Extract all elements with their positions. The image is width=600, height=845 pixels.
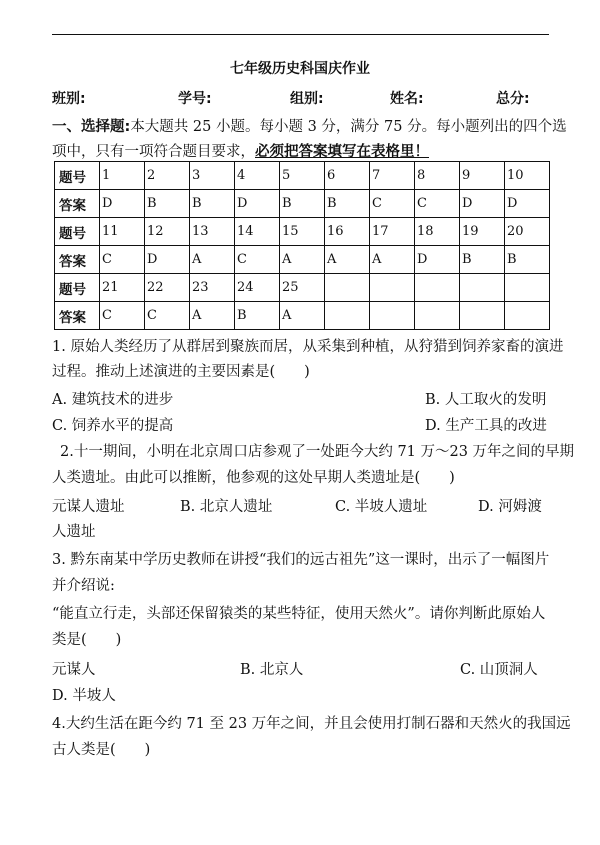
answer-cell	[325, 302, 370, 330]
total-score-label: 总分:	[496, 91, 530, 107]
table-row-number	[55, 218, 550, 246]
q2-option-c: C. 半坡人遗址	[335, 499, 428, 515]
q3-option-d: D. 半坡人	[52, 688, 116, 704]
answer-cell: A	[325, 246, 370, 274]
name-label: 姓名:	[390, 91, 424, 107]
answer-cell: B	[145, 190, 190, 218]
answer-cell: A	[280, 302, 325, 330]
answer-cell: B	[190, 190, 235, 218]
class-label: 班别:	[52, 91, 86, 107]
number-cell: 2	[145, 162, 190, 190]
answer-row-label: 答案	[55, 302, 100, 330]
q3-line-4: 类是( )	[52, 632, 122, 648]
table-row-number	[55, 274, 550, 302]
q1-option-b: B. 人工取火的发明	[425, 392, 547, 408]
number-cell: 22	[145, 274, 190, 302]
number-cell: 9	[460, 162, 505, 190]
number-cell: 16	[325, 218, 370, 246]
q2-line-2: 人类遗址。由此可以推断，他参观的这处早期人类遗址是( )	[52, 470, 455, 486]
q2-option-a: 元谋人遗址	[52, 499, 125, 515]
q1-option-a: A. 建筑技术的进步	[52, 392, 174, 408]
answer-cell: A	[190, 302, 235, 330]
number-cell: 18	[415, 218, 460, 246]
answer-cell	[370, 302, 415, 330]
q1-line-2: 过程。推动上述演进的主要因素是( )	[52, 364, 310, 380]
number-cell: 4	[235, 162, 280, 190]
number-cell	[505, 274, 550, 302]
number-row-label: 题号	[55, 218, 100, 246]
section-label: 一、选择题:	[52, 119, 131, 135]
number-cell: 19	[460, 218, 505, 246]
number-row-label: 题号	[55, 162, 100, 190]
number-cell: 5	[280, 162, 325, 190]
number-cell	[370, 274, 415, 302]
answer-cell	[415, 302, 460, 330]
section-heading	[52, 115, 567, 136]
answer-cell: C	[100, 302, 145, 330]
answer-cell: C	[145, 302, 190, 330]
number-cell: 6	[325, 162, 370, 190]
number-cell: 20	[505, 218, 550, 246]
answer-cell	[460, 302, 505, 330]
q2-line-1: 2.十一期间，小明在北京周口店参观了一处距今大约 71 万～23 万年之间的早期	[60, 444, 575, 460]
answer-cell: D	[460, 190, 505, 218]
q4-line-2: 古人类是( )	[52, 742, 151, 758]
q3-line-2: 并介绍说:	[52, 578, 115, 594]
number-cell: 12	[145, 218, 190, 246]
table-row-answer	[55, 190, 550, 218]
answer-cell: B	[460, 246, 505, 274]
number-cell: 24	[235, 274, 280, 302]
answer-cell: C	[415, 190, 460, 218]
answer-cell: D	[235, 190, 280, 218]
page-title: 七年级历史科国庆作业	[230, 61, 370, 77]
q4-line-1: 4.大约生活在距今约 71 至 23 万年之间，并且会使用打制石器和天然火的我国远	[52, 716, 571, 732]
number-cell	[460, 274, 505, 302]
section-heading-cont	[52, 140, 429, 161]
section-desc-2: 项中，只有一项符合题目要求，	[52, 144, 255, 160]
answer-cell: C	[235, 246, 280, 274]
answer-table	[54, 161, 550, 330]
number-cell	[415, 274, 460, 302]
answer-cell: B	[235, 302, 280, 330]
number-cell: 21	[100, 274, 145, 302]
answer-row-label: 答案	[55, 246, 100, 274]
answer-cell	[505, 302, 550, 330]
table-row-number	[55, 162, 550, 190]
q3-line-1: 3. 黔东南某中学历史教师在讲授“我们的远古祖先”这一课时，出示了一幅图片	[52, 552, 550, 568]
number-cell: 7	[370, 162, 415, 190]
number-row-label: 题号	[55, 274, 100, 302]
number-cell: 14	[235, 218, 280, 246]
table-row-answer	[55, 302, 550, 330]
group-label: 组别:	[290, 91, 324, 107]
q2-option-d: D. 河姆渡	[478, 499, 542, 515]
answer-cell: D	[505, 190, 550, 218]
number-cell: 17	[370, 218, 415, 246]
number-cell: 23	[190, 274, 235, 302]
answer-cell: D	[415, 246, 460, 274]
q3-option-a: 元谋人	[52, 662, 96, 678]
number-cell: 8	[415, 162, 460, 190]
header-rule	[52, 34, 549, 35]
q1-line-1: 1. 原始人类经历了从群居到聚族而居，从采集到种植，从狩猎到饲养家畜的演进	[52, 339, 564, 355]
q3-option-b: B. 北京人	[240, 662, 304, 678]
q2-option-b: B. 北京人遗址	[180, 499, 273, 515]
section-desc-1: 本大题共 25 小题。每小题 3 分，满分 75 分。每小题列出的四个选	[130, 119, 567, 135]
answer-cell: B	[325, 190, 370, 218]
q1-option-c: C. 饲养水平的提高	[52, 418, 174, 434]
section-notice: 必须把答案填写在表格里！	[255, 144, 429, 160]
answer-cell: D	[145, 246, 190, 274]
answer-cell: A	[370, 246, 415, 274]
q3-line-3: “能直立行走，头部还保留猿类的某些特征，使用天然火”。请你判断此原始人	[52, 606, 546, 622]
student-no-label: 学号:	[178, 91, 212, 107]
number-cell: 1	[100, 162, 145, 190]
answer-row-label: 答案	[55, 190, 100, 218]
number-cell: 3	[190, 162, 235, 190]
table-row-answer	[55, 246, 550, 274]
number-cell: 25	[280, 274, 325, 302]
number-cell: 13	[190, 218, 235, 246]
number-cell: 11	[100, 218, 145, 246]
number-cell: 10	[505, 162, 550, 190]
answer-cell: A	[280, 246, 325, 274]
answer-cell: D	[100, 190, 145, 218]
answer-cell: B	[280, 190, 325, 218]
answer-cell: A	[190, 246, 235, 274]
q2-option-d-cont: 人遗址	[52, 524, 96, 540]
number-cell: 15	[280, 218, 325, 246]
number-cell	[325, 274, 370, 302]
answer-cell: C	[100, 246, 145, 274]
q3-option-c: C. 山顶洞人	[460, 662, 538, 678]
q1-option-d: D. 生产工具的改进	[425, 418, 547, 434]
answer-cell: C	[370, 190, 415, 218]
answer-cell: B	[505, 246, 550, 274]
